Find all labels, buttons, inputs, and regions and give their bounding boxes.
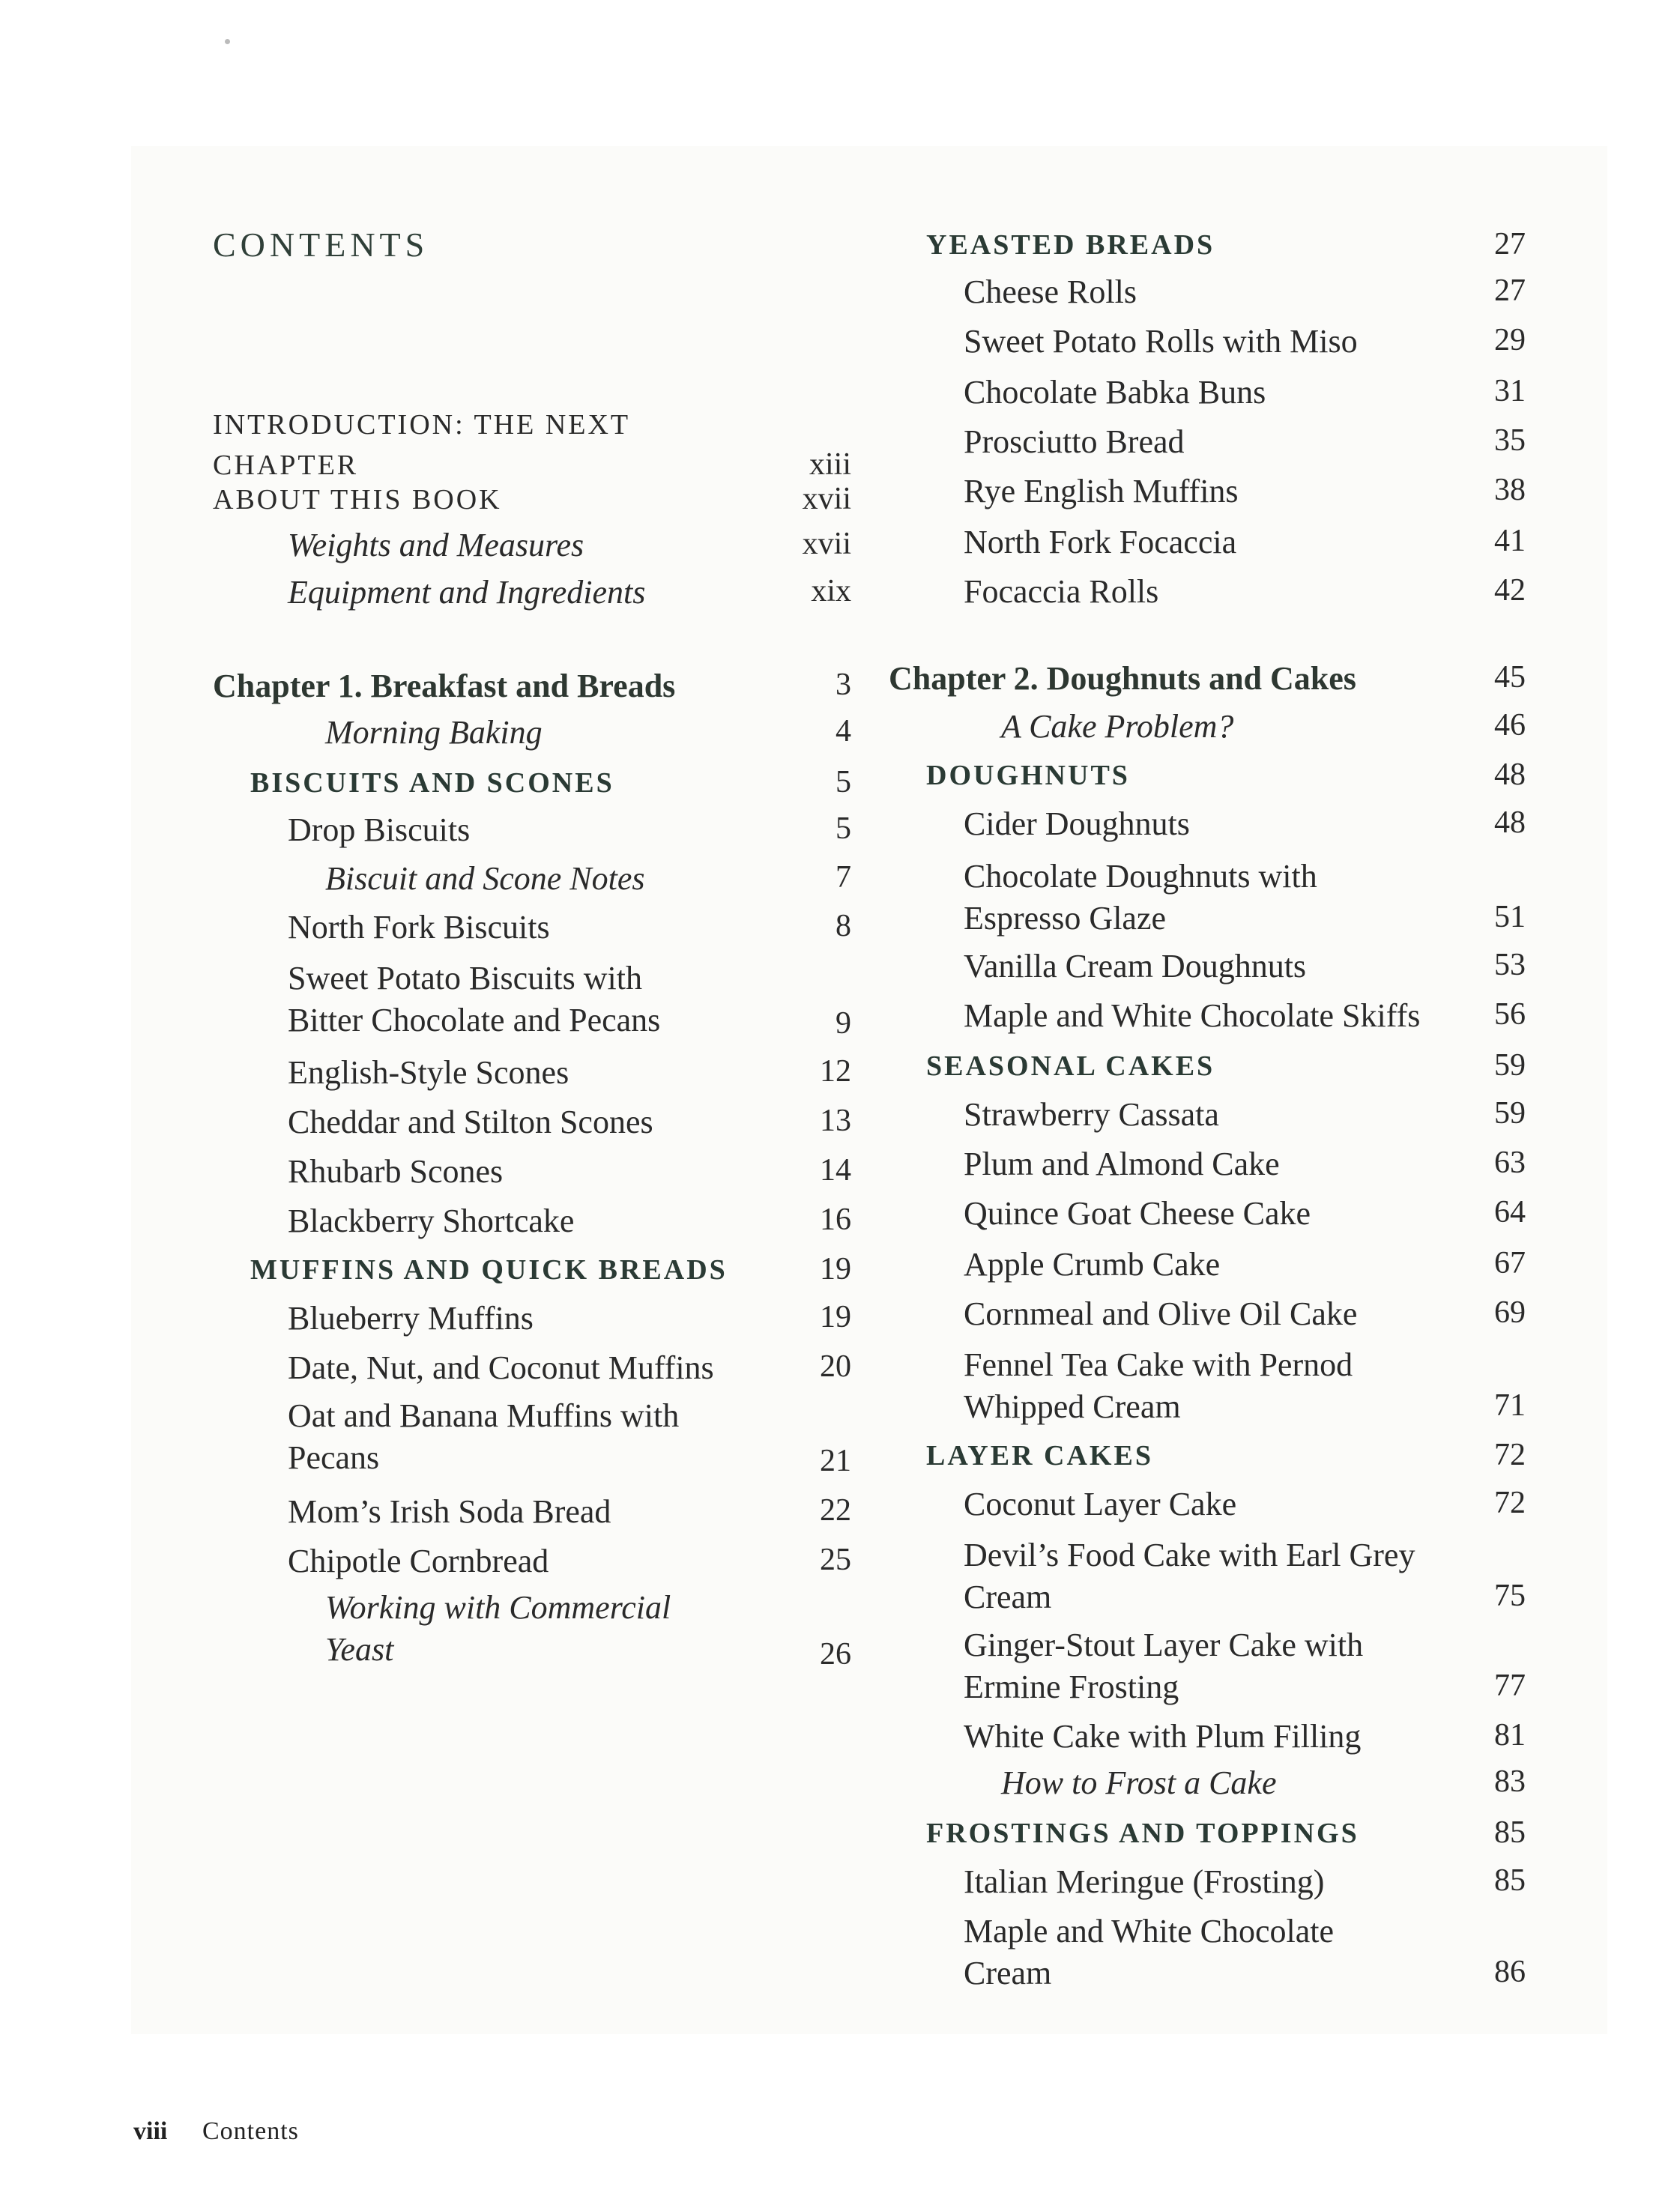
- toc-entry-page: 27: [1494, 227, 1526, 261]
- toc-entry-page: 56: [1494, 997, 1526, 1032]
- toc-entry-title: Mom’s Irish Soda Bread: [288, 1493, 611, 1530]
- toc-entry-page: 27: [1494, 273, 1526, 308]
- toc-entry-page: 5: [836, 765, 851, 799]
- toc-entry-title: Drop Biscuits: [288, 811, 471, 848]
- toc-entry-title: Cheddar and Stilton Scones: [288, 1104, 653, 1140]
- toc-entry-page: 31: [1494, 374, 1526, 408]
- toc-entry-title: Cornmeal and Olive Oil Cake: [964, 1295, 1358, 1332]
- toc-entry-page: 53: [1494, 948, 1526, 982]
- toc-entry-page: 64: [1494, 1195, 1526, 1229]
- toc-entry-title: Morning Baking: [325, 714, 543, 751]
- toc-entry-page: 41: [1494, 524, 1526, 558]
- toc-entry-title: North Fork Focaccia: [964, 524, 1237, 560]
- toc-entry-page: 13: [820, 1104, 851, 1138]
- toc-entry-title: Ginger-Stout Layer Cake with Ermine Frosting: [964, 1627, 1364, 1705]
- toc-entry-page: 67: [1494, 1246, 1526, 1280]
- toc-entry-title: Quince Goat Cheese Cake: [964, 1195, 1311, 1232]
- toc-entry-page: 22: [820, 1493, 851, 1528]
- toc-entry-title: How to Frost a Cake: [1001, 1764, 1277, 1801]
- toc-entry-page: xix: [811, 574, 851, 608]
- toc-entry-page: 38: [1494, 473, 1526, 507]
- toc-entry-page: 21: [820, 1444, 851, 1478]
- toc-entry-page: 3: [836, 668, 851, 702]
- toc-entry-page: 26: [820, 1637, 851, 1672]
- toc-entry-page: 72: [1494, 1438, 1526, 1472]
- toc-entry-page: 72: [1494, 1486, 1526, 1520]
- toc-entry-page: 59: [1494, 1096, 1526, 1131]
- toc-entry-page: 42: [1494, 573, 1526, 608]
- toc-entry-title: Maple and White Chocolate Skiffs: [964, 997, 1421, 1034]
- toc-entry-page: xiii: [809, 447, 851, 482]
- toc-entry-page: xvii: [802, 482, 851, 516]
- toc-entry-page: 48: [1494, 757, 1526, 792]
- toc-entry-title: Coconut Layer Cake: [964, 1486, 1237, 1522]
- toc-entry-page: 46: [1494, 708, 1526, 742]
- toc-entry-page: 35: [1494, 423, 1526, 458]
- toc-entry-page: xvii: [802, 527, 851, 561]
- toc-entry-page: 86: [1494, 1955, 1526, 1989]
- toc-entry-title: Strawberry Cassata: [964, 1096, 1219, 1133]
- toc-entry-title: Maple and White Chocolate Cream: [964, 1913, 1335, 1991]
- toc-entry-page: 83: [1494, 1764, 1526, 1799]
- right-column: [889, 225, 1526, 2023]
- contents-heading: CONTENTS: [213, 226, 429, 264]
- toc-entry-title: Equipment and Ingredients: [288, 574, 646, 611]
- toc-entry-title: Sweet Potato Biscuits with Bitter Chocolate and Pecans: [288, 960, 661, 1038]
- toc-entry-page: 8: [836, 909, 851, 943]
- toc-entry-page: 48: [1494, 805, 1526, 840]
- footer-page-number: viii: [133, 2117, 168, 2145]
- toc-entry-page: 7: [836, 860, 851, 895]
- toc-entry-page: 4: [836, 714, 851, 748]
- toc-entry-title: Prosciutto Bread: [964, 423, 1185, 460]
- toc-entry-title: Weights and Measures: [288, 527, 584, 563]
- toc-entry-title: Cider Doughnuts: [964, 805, 1190, 842]
- toc-entry-page: 63: [1494, 1146, 1526, 1180]
- toc-entry-page: 20: [820, 1349, 851, 1384]
- toc-entry-title: Apple Crumb Cake: [964, 1246, 1221, 1283]
- toc-entry-page: 85: [1494, 1815, 1526, 1850]
- toc-entry-title: Chapter 1. Breakfast and Breads: [213, 668, 676, 704]
- toc-entry-page: 69: [1494, 1295, 1526, 1330]
- toc-entry-title: Chipotle Cornbread: [288, 1543, 549, 1579]
- toc-entry-page: 59: [1494, 1048, 1526, 1083]
- toc-entry-title: Chocolate Doughnuts with Espresso Glaze: [964, 858, 1317, 937]
- toc-entry-title: Focaccia Rolls: [964, 573, 1159, 610]
- toc-entry-page: 9: [836, 1006, 851, 1041]
- toc-entry-title: Date, Nut, and Coconut Muffins: [288, 1349, 714, 1386]
- toc-entry-title: Biscuit and Scone Notes: [325, 860, 645, 897]
- toc-entry-page: 25: [820, 1543, 851, 1577]
- toc-entry-title: Sweet Potato Rolls with Miso: [964, 323, 1358, 360]
- toc-entry-title: LAYER CAKES: [926, 1440, 1153, 1471]
- toc-entry-title: Cheese Rolls: [964, 273, 1137, 310]
- toc-entry-page: 75: [1494, 1579, 1526, 1613]
- toc-entry-page: 19: [820, 1252, 851, 1286]
- dust-speck: [225, 39, 230, 44]
- toc-entry-page: 51: [1494, 900, 1526, 934]
- toc-entry-title: YEASTED BREADS: [926, 229, 1215, 261]
- toc-entry-page: 81: [1494, 1718, 1526, 1752]
- toc-entry-page: 85: [1494, 1863, 1526, 1898]
- footer-label: Contents: [202, 2117, 299, 2145]
- toc-entry-title: FROSTINGS AND TOPPINGS: [926, 1818, 1359, 1849]
- toc-entry-title: Oat and Banana Muffins with Pecans: [288, 1397, 680, 1476]
- toc-entry-title: Plum and Almond Cake: [964, 1146, 1280, 1182]
- toc-entry-title: Chocolate Babka Buns: [964, 374, 1266, 411]
- toc-entry-title: SEASONAL CAKES: [926, 1050, 1215, 1082]
- toc-entry-title: Devil’s Food Cake with Earl Grey Cream: [964, 1537, 1415, 1615]
- toc-entry-title: Rye English Muffins: [964, 473, 1239, 509]
- toc-entry-page: 77: [1494, 1669, 1526, 1703]
- toc-entry-title: Blackberry Shortcake: [288, 1203, 575, 1239]
- toc-entry-title: ABOUT THIS BOOK: [213, 484, 502, 515]
- toc-entry-title: INTRODUCTION: THE NEXT CHAPTER: [213, 409, 631, 481]
- toc-entry-page: 5: [836, 811, 851, 846]
- toc-entry-title: White Cake with Plum Filling: [964, 1718, 1362, 1755]
- toc-entry-page: 29: [1494, 323, 1526, 357]
- toc-entry-title: Working with Commercial Yeast: [325, 1589, 671, 1668]
- toc-entry-page: 14: [820, 1153, 851, 1188]
- toc-entry-page: 12: [820, 1054, 851, 1089]
- left-column: [213, 225, 851, 1948]
- toc-entry-title: North Fork Biscuits: [288, 909, 550, 946]
- toc-entry-title: Fennel Tea Cake with Pernod Whipped Cream: [964, 1346, 1353, 1425]
- toc-entry-title: Italian Meringue (Frosting): [964, 1863, 1325, 1900]
- toc-entry-title: MUFFINS AND QUICK BREADS: [250, 1254, 728, 1286]
- toc-entry-title: DOUGHNUTS: [926, 760, 1130, 791]
- toc-entry-title: English-Style Scones: [288, 1054, 569, 1091]
- toc-entry-title: Chapter 2. Doughnuts and Cakes: [889, 660, 1356, 697]
- toc-entry-page: 19: [820, 1300, 851, 1334]
- toc-entry-title: Vanilla Cream Doughnuts: [964, 948, 1307, 984]
- toc-entry-page: 45: [1494, 660, 1526, 695]
- toc-entry-title: A Cake Problem?: [1001, 708, 1234, 745]
- toc-entry-title: BISCUITS AND SCONES: [250, 767, 614, 799]
- toc-entry-page: 16: [820, 1203, 851, 1237]
- toc-entry-page: 71: [1494, 1388, 1526, 1423]
- toc-entry-title: Blueberry Muffins: [288, 1300, 534, 1337]
- toc-entry-title: Rhubarb Scones: [288, 1153, 504, 1190]
